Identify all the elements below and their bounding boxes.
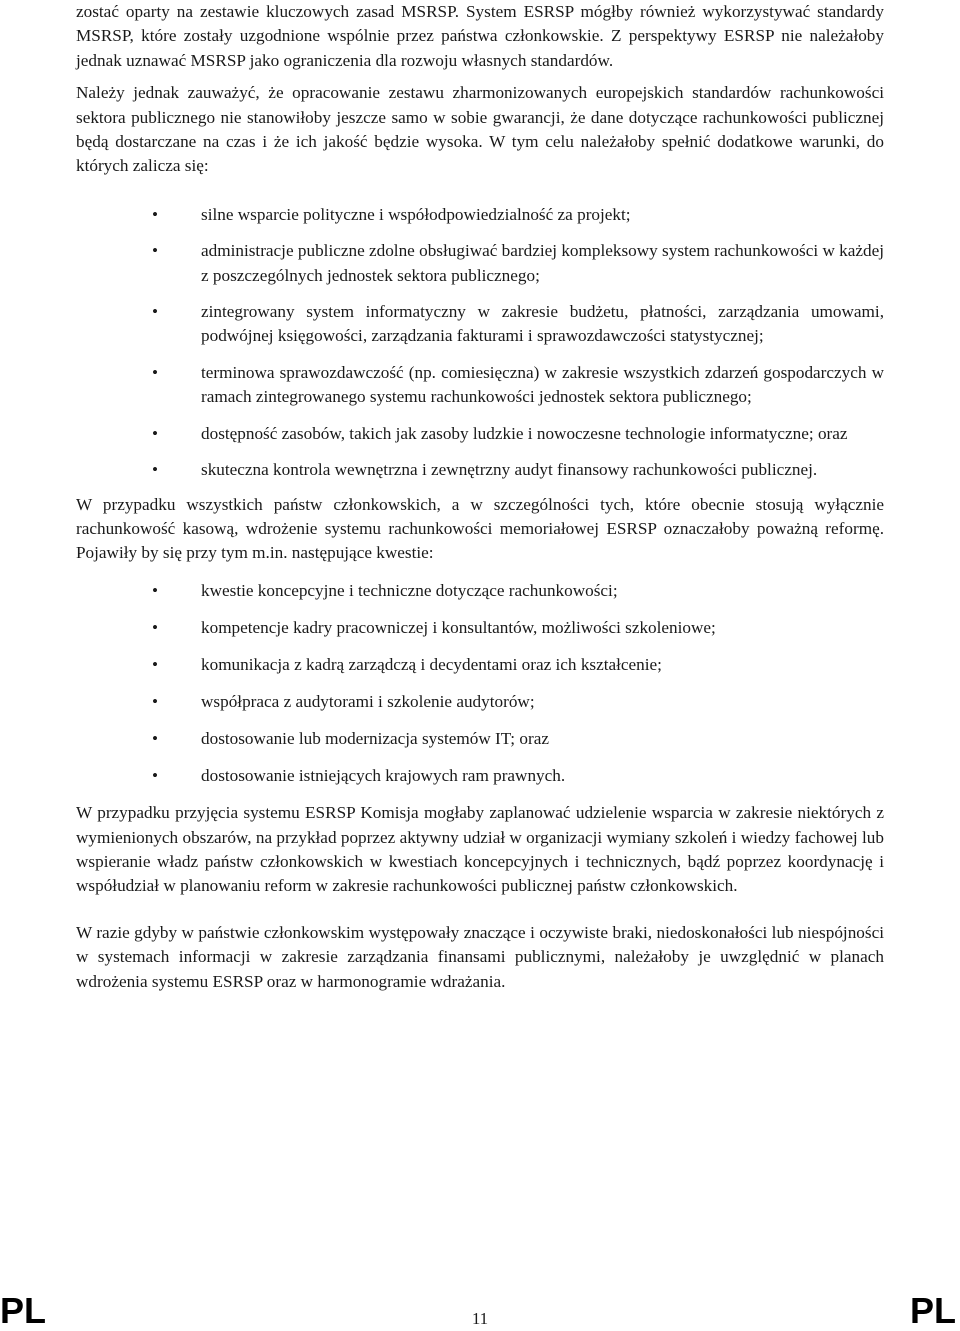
list-item-text: kompetencje kadry pracowniczej i konsultantów, możliwości szkoleniowe;: [201, 617, 716, 637]
list-item-text: kwestie koncepcyjne i techniczne dotyczące rachunkowości;: [201, 580, 618, 600]
list-item-text: terminowa sprawozdawczość (np. comiesięczna) w zakresie wszystkich zdarzeń gospodarczych w ramach zintegrowanego systemu rachunkowości jednostek sektora publicznego;: [201, 362, 884, 407]
list-item: [76, 300, 884, 349]
list-item: [76, 458, 884, 482]
list-item-text: współpraca z audytorami i szkolenie audytorów;: [201, 691, 535, 711]
list-item: [76, 653, 884, 677]
paragraph-note: Należy jednak zauważyć, że opracowanie zestawu zharmonizowanych europejskich standardów rachunkowości sektora publicznego nie stanowiłoby jeszcze samo w sobie gwarancji, że dane dotyczące rachunkowości publicznej będą dostarczane na czas i że ich jakość będzie wysoka. W tym celu należałoby spełnić dodatkowe warunki, do których zalicza się:: [76, 83, 884, 176]
page-number: 11: [471, 1309, 489, 1328]
paragraph-member-states: W przypadku wszystkich państw członkowskich, a w szczególności tych, które obecnie stosują wyłącznie rachunkowość kasową, wdrożenie systemu rachunkowości memoriałowej ESRSP oznaczałoby poważną reformę. Pojawiły by się przy tym m.in. następujące kwestie:: [76, 494, 884, 563]
bullet-icon: •: [151, 580, 159, 600]
list-item: [76, 616, 884, 640]
bullet-icon: •: [151, 728, 159, 748]
list-item: [76, 239, 884, 288]
list-item: [76, 422, 884, 446]
list-item-text: silne wsparcie polityczne i współodpowiedzialność za projekt;: [201, 204, 631, 224]
bullet-icon: •: [151, 460, 159, 480]
list-item-text: dostosowanie istniejących krajowych ram prawnych.: [201, 765, 566, 785]
issues-list: [76, 579, 884, 788]
bullet-icon: •: [151, 241, 159, 261]
list-item-text: komunikacja z kadrą zarządczą i decydentami oraz ich kształcenie;: [201, 654, 662, 674]
list-item-text: zintegrowany system informatyczny w zakresie budżetu, płatności, zarządzania umowami, podwójnej księgowości, zarządzania fakturami i sprawozdawczości statystycznej;: [201, 302, 884, 346]
paragraph-adoption: W przypadku przyjęcia systemu ESRSP Komisja mogłaby zaplanować udzielenie wsparcia w zakresie niektórych z wymienionych obszarów, na przykład poprzez aktywny udział w organizacji wymiany szkoleń i wiedzy fachowej lub wspieranie władz państw członkowskich w kwestiach koncepcyjnych i technicznych, bądź poprzez koordynację i współudział w planowaniu reform w zakresie rachunkowości publicznej państw członkowskich.: [76, 803, 884, 896]
bullet-icon: •: [151, 617, 159, 637]
list-item-text: dostosowanie lub modernizacja systemów IT; oraz: [201, 728, 549, 748]
list-item: [76, 764, 884, 788]
list-item: [76, 690, 884, 714]
bullet-icon: •: [151, 654, 159, 674]
list-item-text: administracje publiczne zdolne obsługiwać bardziej kompleksowy system rachunkowości w każdej z poszczególnych jednostek sektora publicznego;: [201, 241, 885, 285]
requirements-list: [76, 203, 884, 483]
list-item-text: skuteczna kontrola wewnętrzna i zewnętrzny audyt finansowy rachunkowości publicznej.: [201, 460, 818, 480]
list-item: [76, 361, 884, 410]
list-item: [76, 579, 884, 603]
bullet-icon: •: [151, 302, 159, 322]
bullet-icon: •: [151, 423, 159, 443]
paragraph-intro: zostać oparty na zestawie kluczowych zasad MSRSP. System ESRSP mógłby również wykorzystywać standardy MSRSP, które zostały uzgodnione wspólnie przez państwa członkowskie. Z perspektywy ESRSP nie należałoby jednak uznawać MSRSP jako ograniczenia dla rozwoju własnych standardów.: [76, 2, 884, 70]
list-item-text: dostępność zasobów, takich jak zasoby ludzkie i nowoczesne technologie informatyczne; oraz: [201, 423, 848, 443]
footer-language-label-right: PL: [909, 1290, 956, 1331]
bullet-icon: •: [151, 765, 159, 785]
paragraph-deficiency: W razie gdyby w państwie członkowskim występowały znaczące i oczywiste braki, niedoskonałości lub niespójności w systemach informacji w zakresie zarządzania finansami publicznymi, należałoby je uwzględnić w planach wdrożenia systemu ESRSP oraz w harmonogramie wdrażania.: [76, 922, 884, 991]
bullet-icon: •: [151, 362, 159, 382]
list-item: [76, 727, 884, 751]
footer-language-label-left: PL: [0, 1290, 47, 1331]
document-page: [76, 0, 884, 994]
list-item: [76, 203, 884, 227]
bullet-icon: •: [151, 691, 159, 711]
bullet-icon: •: [151, 204, 159, 224]
